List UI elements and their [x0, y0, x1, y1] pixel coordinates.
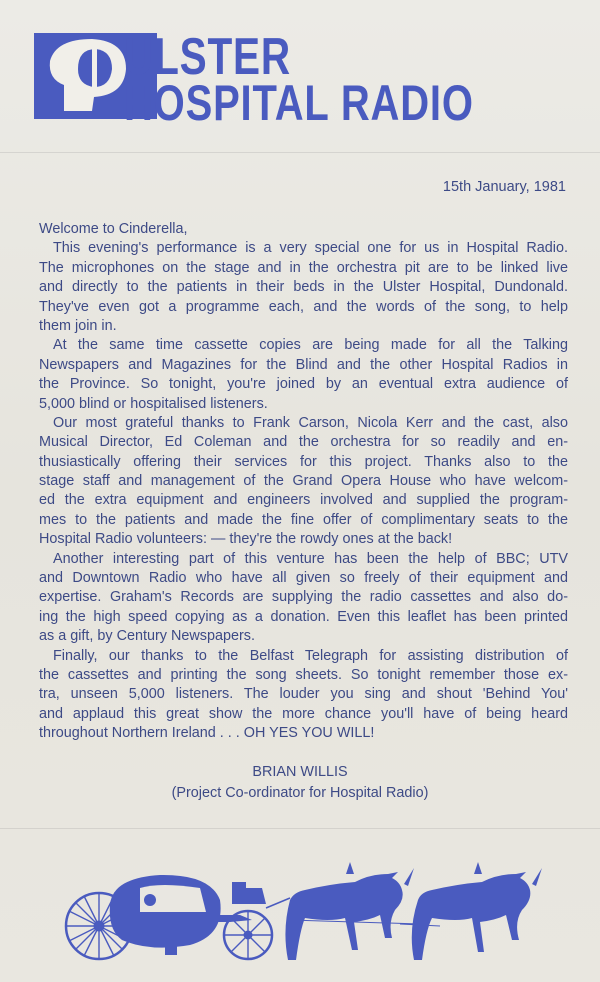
letterhead-line1: ULSTER	[124, 28, 291, 86]
letter-line: and applaud this great show the more chance you'll have of being heard	[39, 705, 568, 722]
letter-line: The microphones on the stage and in the orchestra pit are to be linked live	[39, 259, 568, 276]
letter-line: Welcome to Cinderella,	[39, 221, 188, 237]
letter-line: the Province. So tonight, you're joined by an eventual extra audience of	[39, 376, 568, 393]
letter-date: 15th January, 1981	[442, 179, 566, 195]
letter-line: throughout Northern Ireland . . . OH YES YOU WILL!	[39, 725, 375, 742]
fold-line	[0, 828, 600, 829]
letter-line: and Downtown Radio who have all given so freely of their equipment and	[39, 570, 568, 587]
letterhead-line2: HOSPITAL RADIO	[124, 75, 474, 131]
letter-line: tra, unseen 5,000 listeners. The louder you sing and shout 'Behind You'	[39, 686, 568, 703]
horse-two	[412, 872, 531, 960]
letter-line: Finally, our thanks to the Belfast Telegraph for assisting distribution of	[53, 647, 568, 664]
letter-body	[39, 220, 568, 744]
cinderella-carriage-illustration	[0, 860, 600, 980]
letter-line: mes to the patients and made the fine offer of complimentary seats to the	[39, 511, 568, 528]
letter-line: This evening's performance is a very special one for us in Hospital Radio.	[53, 240, 568, 257]
letter-line: stage staff and management of the Grand Opera House who have welcom-	[39, 473, 568, 490]
letter-line: Hospital Radio volunteers: — they're the rowdy ones at the back!	[39, 531, 453, 548]
letter-line: and directly to the patients in their beds in the Ulster Hospital, Dundonald.	[39, 279, 568, 296]
letter-line: thusiastically offering their services for this project. Thanks also to the	[39, 453, 568, 470]
letter-line: expertise. Graham's Records are supplying the radio cassettes and also do-	[39, 589, 568, 606]
letter-line: them join in.	[39, 317, 117, 334]
letter-line: Our most grateful thanks to Frank Carson, Nicola Kerr and the cast, also	[53, 414, 568, 431]
signature-title: (Project Co-ordinator for Hospital Radio)	[171, 785, 429, 801]
letter-line: ed the extra equipment and engineers involved and supplied the program-	[39, 492, 568, 509]
horse-one	[285, 872, 402, 960]
letter-line: Musical Director, Ed Coleman and the orchestra for so readily and en-	[39, 434, 568, 451]
fold-line	[0, 152, 600, 153]
letter-line: They've even got a programme each, and the words of the song, to help	[39, 298, 568, 315]
letter-line: ing the high speed copying as a donation. Even this leaflet has been printed	[39, 608, 568, 625]
signature-name: BRIAN WILLIS	[252, 764, 348, 780]
letter-line: as a gift, by Century Newspapers.	[39, 628, 255, 645]
letter-line: the cassettes and printing the song sheets. So tonight remember those ex-	[39, 666, 568, 683]
letter-line: At the same time cassette copies are being made for all the Talking	[53, 337, 568, 354]
letter-line: Another interesting part of this venture has been the help of BBC; UTV	[53, 550, 568, 567]
letter-line: 5,000 blind or hospitalised listeners.	[39, 395, 268, 412]
letter-line: Newspapers and Magazines for the Blind and the other Hospital Radios in	[39, 356, 568, 373]
